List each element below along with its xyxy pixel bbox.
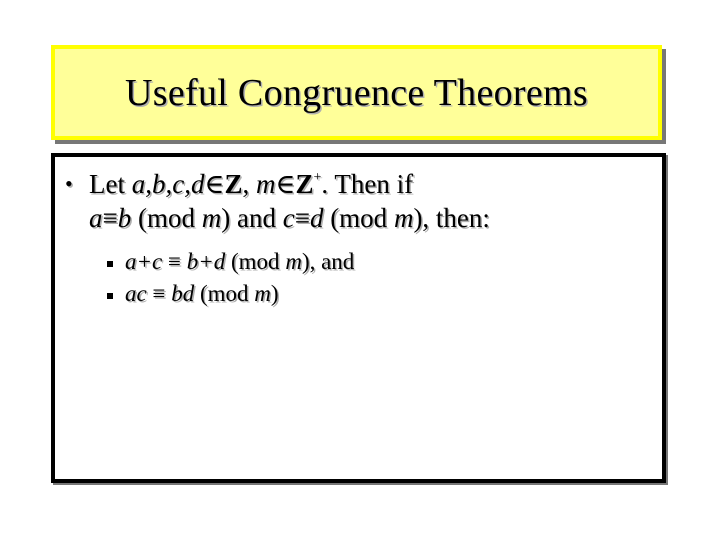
- square-bullet-icon: [107, 293, 113, 299]
- sub-bullet-item: a+c ≡ b+d (mod m), and: [105, 246, 354, 278]
- sub-bullet-list: [105, 246, 354, 310]
- bullet-line-2: a≡b (mod m) and c≡d (mod m), then:: [89, 203, 490, 233]
- main-bullet: [65, 167, 490, 235]
- bullet-marker: •: [65, 171, 73, 196]
- sub-bullet-item: ac ≡ bd (mod m): [105, 278, 354, 310]
- bullet-line-1: Let a,b,c,d∈Z, m∈Z+. Then if: [89, 169, 414, 199]
- content-box: [51, 153, 666, 483]
- title-box: [51, 45, 662, 140]
- slide-title: Useful Congruence Theorems: [125, 71, 588, 114]
- square-bullet-icon: [107, 261, 113, 267]
